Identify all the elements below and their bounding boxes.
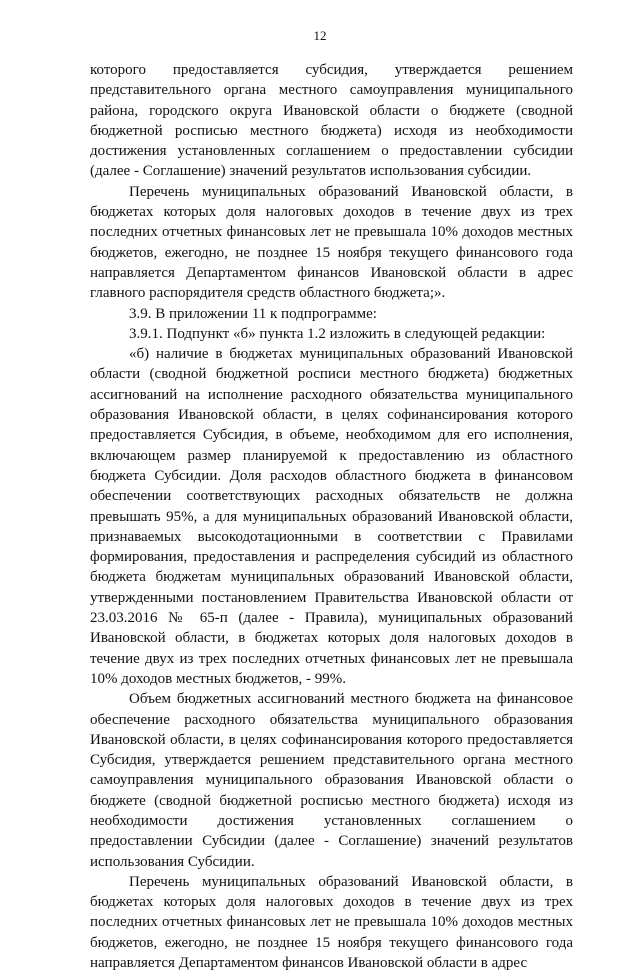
page-number: 12 [313,28,327,43]
paragraph-continuation: которого предоставляется субсидия, утверждается решением представительного органа местного самоуправления муниципального района, городского округа Ивановской области о бюджете (сводной бюджетной росписью местного бюджета) исходя из необходимости достижения установленных соглашением о предоставлении субсидии (далее - Соглашение) значений результатов использования субсидии. [90,62,573,180]
document-body [90,60,573,973]
paragraph-subitem-b: «б) наличие в бюджетах муниципальных образований Ивановской области (сводной бюджетной росписи местного бюджета) бюджетных ассигнований на исполнение расходного обязательства муниципального образования Ивановской области, в целях софинансирования которого предоставляется Субсидия, в объеме, необходимом для его исполнения, включающем размер планируемой к предоставлению из областного бюджета Субсидии. Доля расходов областного бюджета в финансовом обеспечении соответствующих расходных обязательств не должна превышать 95%, а для муниципальных образований Ивановской области, признаваемых высокодотационными в соответствии с Правилами формирования, предоставления и распределения субсидий из областного бюджета бюджетам муниципальных образований Ивановской области, утвержденными постановлением Правительства Ивановской области от 23.03.2016 № 65-п (далее - Правила), муниципальных образований Ивановской области, в бюджетах которых доля налоговых доходов в течение двух из трех последних отчетных финансовых лет не превышала 10% доходов местных бюджетов, - 99%. [90,346,573,687]
paragraph-municipal-list-repeat: Перечень муниципальных образований Ивановской области, в бюджетах которых доля налоговых доходов в течение двух из трех последних отчетных финансовых лет не превышала 10% доходов местных бюджетов, ежегодно, не позднее 15 ноября текущего финансового года направляется Департаментом финансов Ивановской области в адрес [90,873,573,972]
paragraph-budget-allocations: Объем бюджетных ассигнований местного бюджета на финансовое обеспечение расходного обязательства муниципального образования Ивановской области, в целях софинансирования которого предоставляется Субсидия, утверждается решением представительного органа местного самоуправления муниципального образования Ивановской области о бюджете (сводной бюджетной росписью местного бюджета) исходя из необходимости достижения установленных соглашением о предоставлении Субсидии (далее - Соглашение) значений результатов использования Субсидии. [90,691,573,870]
paragraph-municipal-list: Перечень муниципальных образований Ивановской области, в бюджетах которых доля налоговых доходов в течение двух из трех последних отчетных финансовых лет не превышала 10% доходов местных бюджетов, ежегодно, не позднее 15 ноября текущего финансового года направляется Департаментом финансов Ивановской области в адрес главного распорядителя средств областного бюджета;». [90,183,573,302]
paragraph-item-3-9-1: 3.9.1. Подпункт «б» пункта 1.2 изложить в следующей редакции: [129,325,546,342]
paragraph-item-3-9: 3.9. В приложении 11 к подпрограмме: [129,305,377,322]
